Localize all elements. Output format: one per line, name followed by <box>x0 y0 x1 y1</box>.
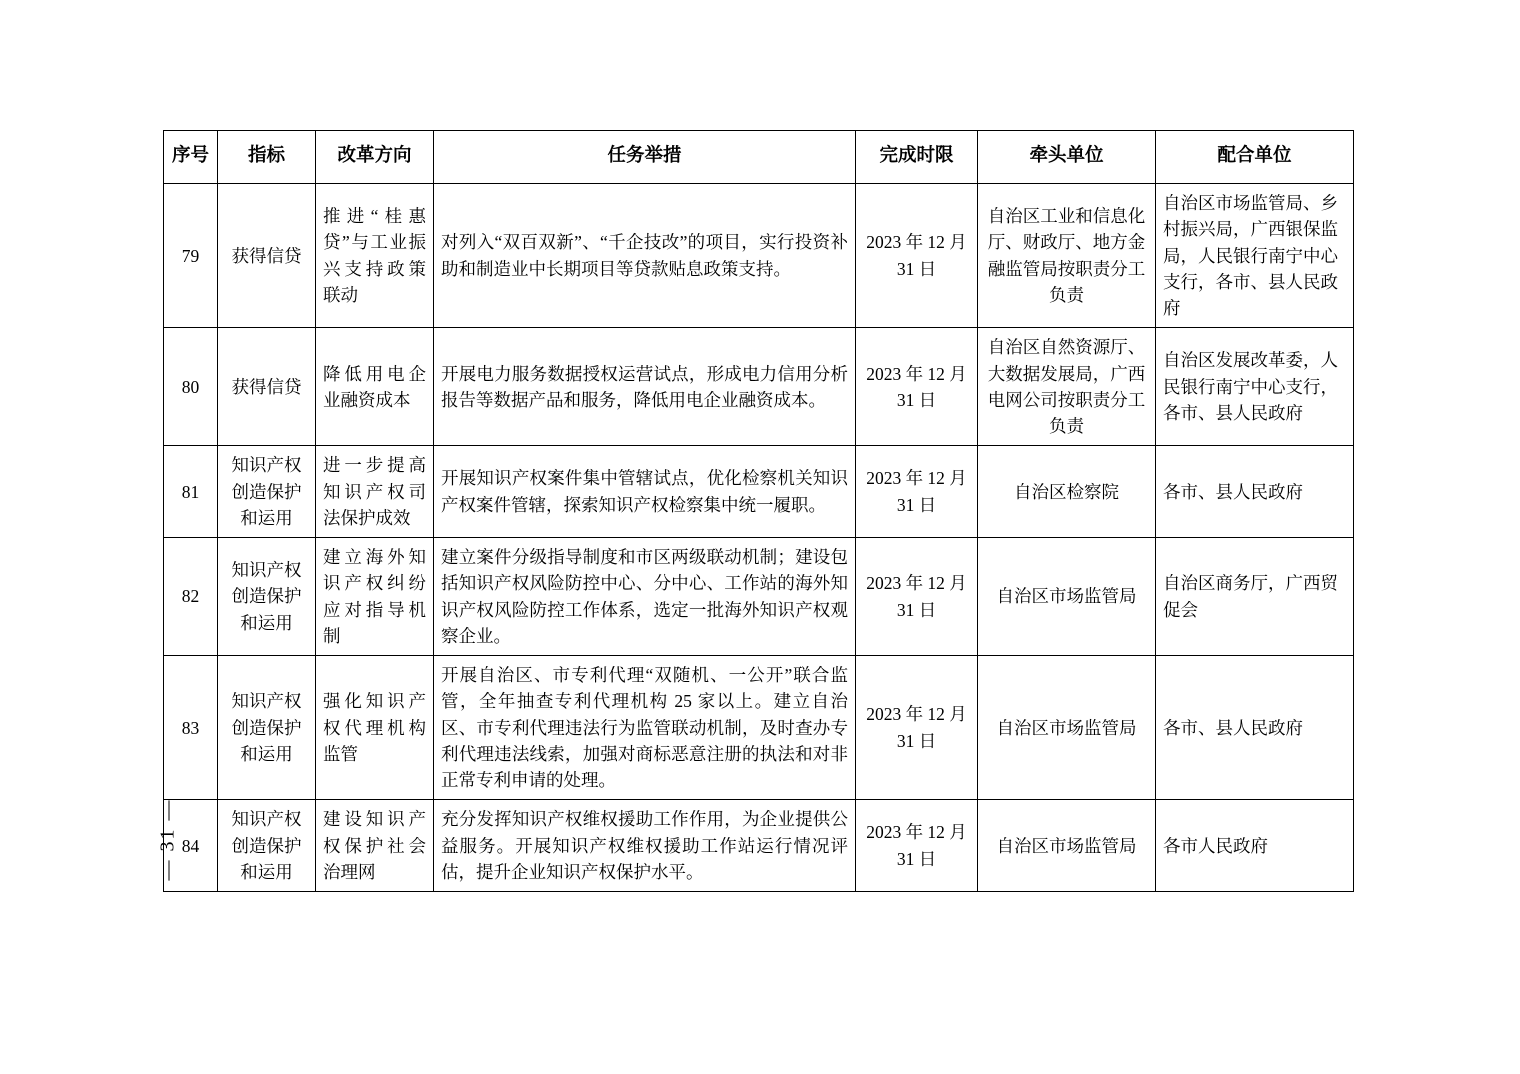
table-row <box>164 656 1354 800</box>
table-row <box>164 800 1354 892</box>
task-measures-table <box>163 130 1354 892</box>
cell-indicator: 获得信贷 <box>218 328 316 446</box>
cell-indicator: 知识产权创造保护和运用 <box>218 656 316 800</box>
cell-deadline: 2023 年 12 月 31 日 <box>856 800 978 892</box>
cell-lead-unit: 自治区工业和信息化厅、财政厅、地方金融监管局按职责分工负责 <box>978 184 1156 328</box>
cell-deadline: 2023 年 12 月 31 日 <box>856 446 978 538</box>
table-row <box>164 538 1354 656</box>
cell-no: 83 <box>164 656 218 800</box>
cell-deadline: 2023 年 12 月 31 日 <box>856 328 978 446</box>
cell-no: 79 <box>164 184 218 328</box>
cell-lead-unit: 自治区检察院 <box>978 446 1156 538</box>
cell-no: 81 <box>164 446 218 538</box>
cell-direction: 推进“桂惠贷”与工业振兴支持政策联动 <box>316 184 434 328</box>
cell-cooperating-unit: 各市、县人民政府 <box>1156 656 1354 800</box>
cell-lead-unit: 自治区市场监管局 <box>978 538 1156 656</box>
cell-lead-unit: 自治区市场监管局 <box>978 800 1156 892</box>
cell-task: 开展电力服务数据授权运营试点，形成电力信用分析报告等数据产品和服务，降低用电企业融资成本。 <box>434 328 856 446</box>
column-header-no: 序号 <box>164 131 218 184</box>
cell-direction: 强化知识产权代理机构监管 <box>316 656 434 800</box>
column-header-cooperating-unit: 配合单位 <box>1156 131 1354 184</box>
cell-indicator: 获得信贷 <box>218 184 316 328</box>
cell-task: 充分发挥知识产权维权援助工作作用，为企业提供公益服务。开展知识产权维权援助工作站运行情况评估，提升企业知识产权保护水平。 <box>434 800 856 892</box>
table-row <box>164 446 1354 538</box>
cell-cooperating-unit: 各市人民政府 <box>1156 800 1354 892</box>
cell-direction: 建立海外知识产权纠纷应对指导机制 <box>316 538 434 656</box>
cell-direction: 降低用电企业融资成本 <box>316 328 434 446</box>
cell-indicator: 知识产权创造保护和运用 <box>218 800 316 892</box>
cell-lead-unit: 自治区市场监管局 <box>978 656 1156 800</box>
cell-cooperating-unit: 各市、县人民政府 <box>1156 446 1354 538</box>
cell-no: 80 <box>164 328 218 446</box>
column-header-deadline: 完成时限 <box>856 131 978 184</box>
cell-direction: 进一步提高知识产权司法保护成效 <box>316 446 434 538</box>
cell-direction: 建设知识产权保护社会治理网 <box>316 800 434 892</box>
cell-no: 82 <box>164 538 218 656</box>
cell-task: 开展自治区、市专利代理“双随机、一公开”联合监管，全年抽查专利代理机构 25 家以上。建立自治区、市专利代理违法行为监管联动机制，及时查办专利代理违法线索，加强对商标恶意注册的执法和对非正常专利申请的处理。 <box>434 656 856 800</box>
task-table-container <box>163 130 1353 892</box>
cell-deadline: 2023 年 12 月 31 日 <box>856 656 978 800</box>
cell-deadline: 2023 年 12 月 31 日 <box>856 538 978 656</box>
column-header-task: 任务举措 <box>434 131 856 184</box>
cell-indicator: 知识产权创造保护和运用 <box>218 538 316 656</box>
cell-indicator: 知识产权创造保护和运用 <box>218 446 316 538</box>
column-header-direction: 改革方向 <box>316 131 434 184</box>
column-header-lead-unit: 牵头单位 <box>978 131 1156 184</box>
cell-task: 开展知识产权案件集中管辖试点，优化检察机关知识产权案件管辖，探索知识产权检察集中统一履职。 <box>434 446 856 538</box>
cell-lead-unit: 自治区自然资源厅、大数据发展局，广西电网公司按职责分工负责 <box>978 328 1156 446</box>
cell-task: 对列入“双百双新”、“千企技改”的项目，实行投资补助和制造业中长期项目等贷款贴息政策支持。 <box>434 184 856 328</box>
table-row <box>164 184 1354 328</box>
cell-no: 84 <box>164 800 218 892</box>
table-row <box>164 328 1354 446</box>
cell-task: 建立案件分级指导制度和市区两级联动机制；建设包括知识产权风险防控中心、分中心、工作站的海外知识产权风险防控工作体系，选定一批海外知识产权观察企业。 <box>434 538 856 656</box>
column-header-indicator: 指标 <box>218 131 316 184</box>
cell-cooperating-unit: 自治区发展改革委，人民银行南宁中心支行，各市、县人民政府 <box>1156 328 1354 446</box>
cell-cooperating-unit: 自治区商务厅，广西贸促会 <box>1156 538 1354 656</box>
cell-cooperating-unit: 自治区市场监管局、乡村振兴局，广西银保监局，人民银行南宁中心支行，各市、县人民政府 <box>1156 184 1354 328</box>
page-number: — 31 — <box>156 798 179 881</box>
cell-deadline: 2023 年 12 月 31 日 <box>856 184 978 328</box>
table-header-row <box>164 131 1354 184</box>
